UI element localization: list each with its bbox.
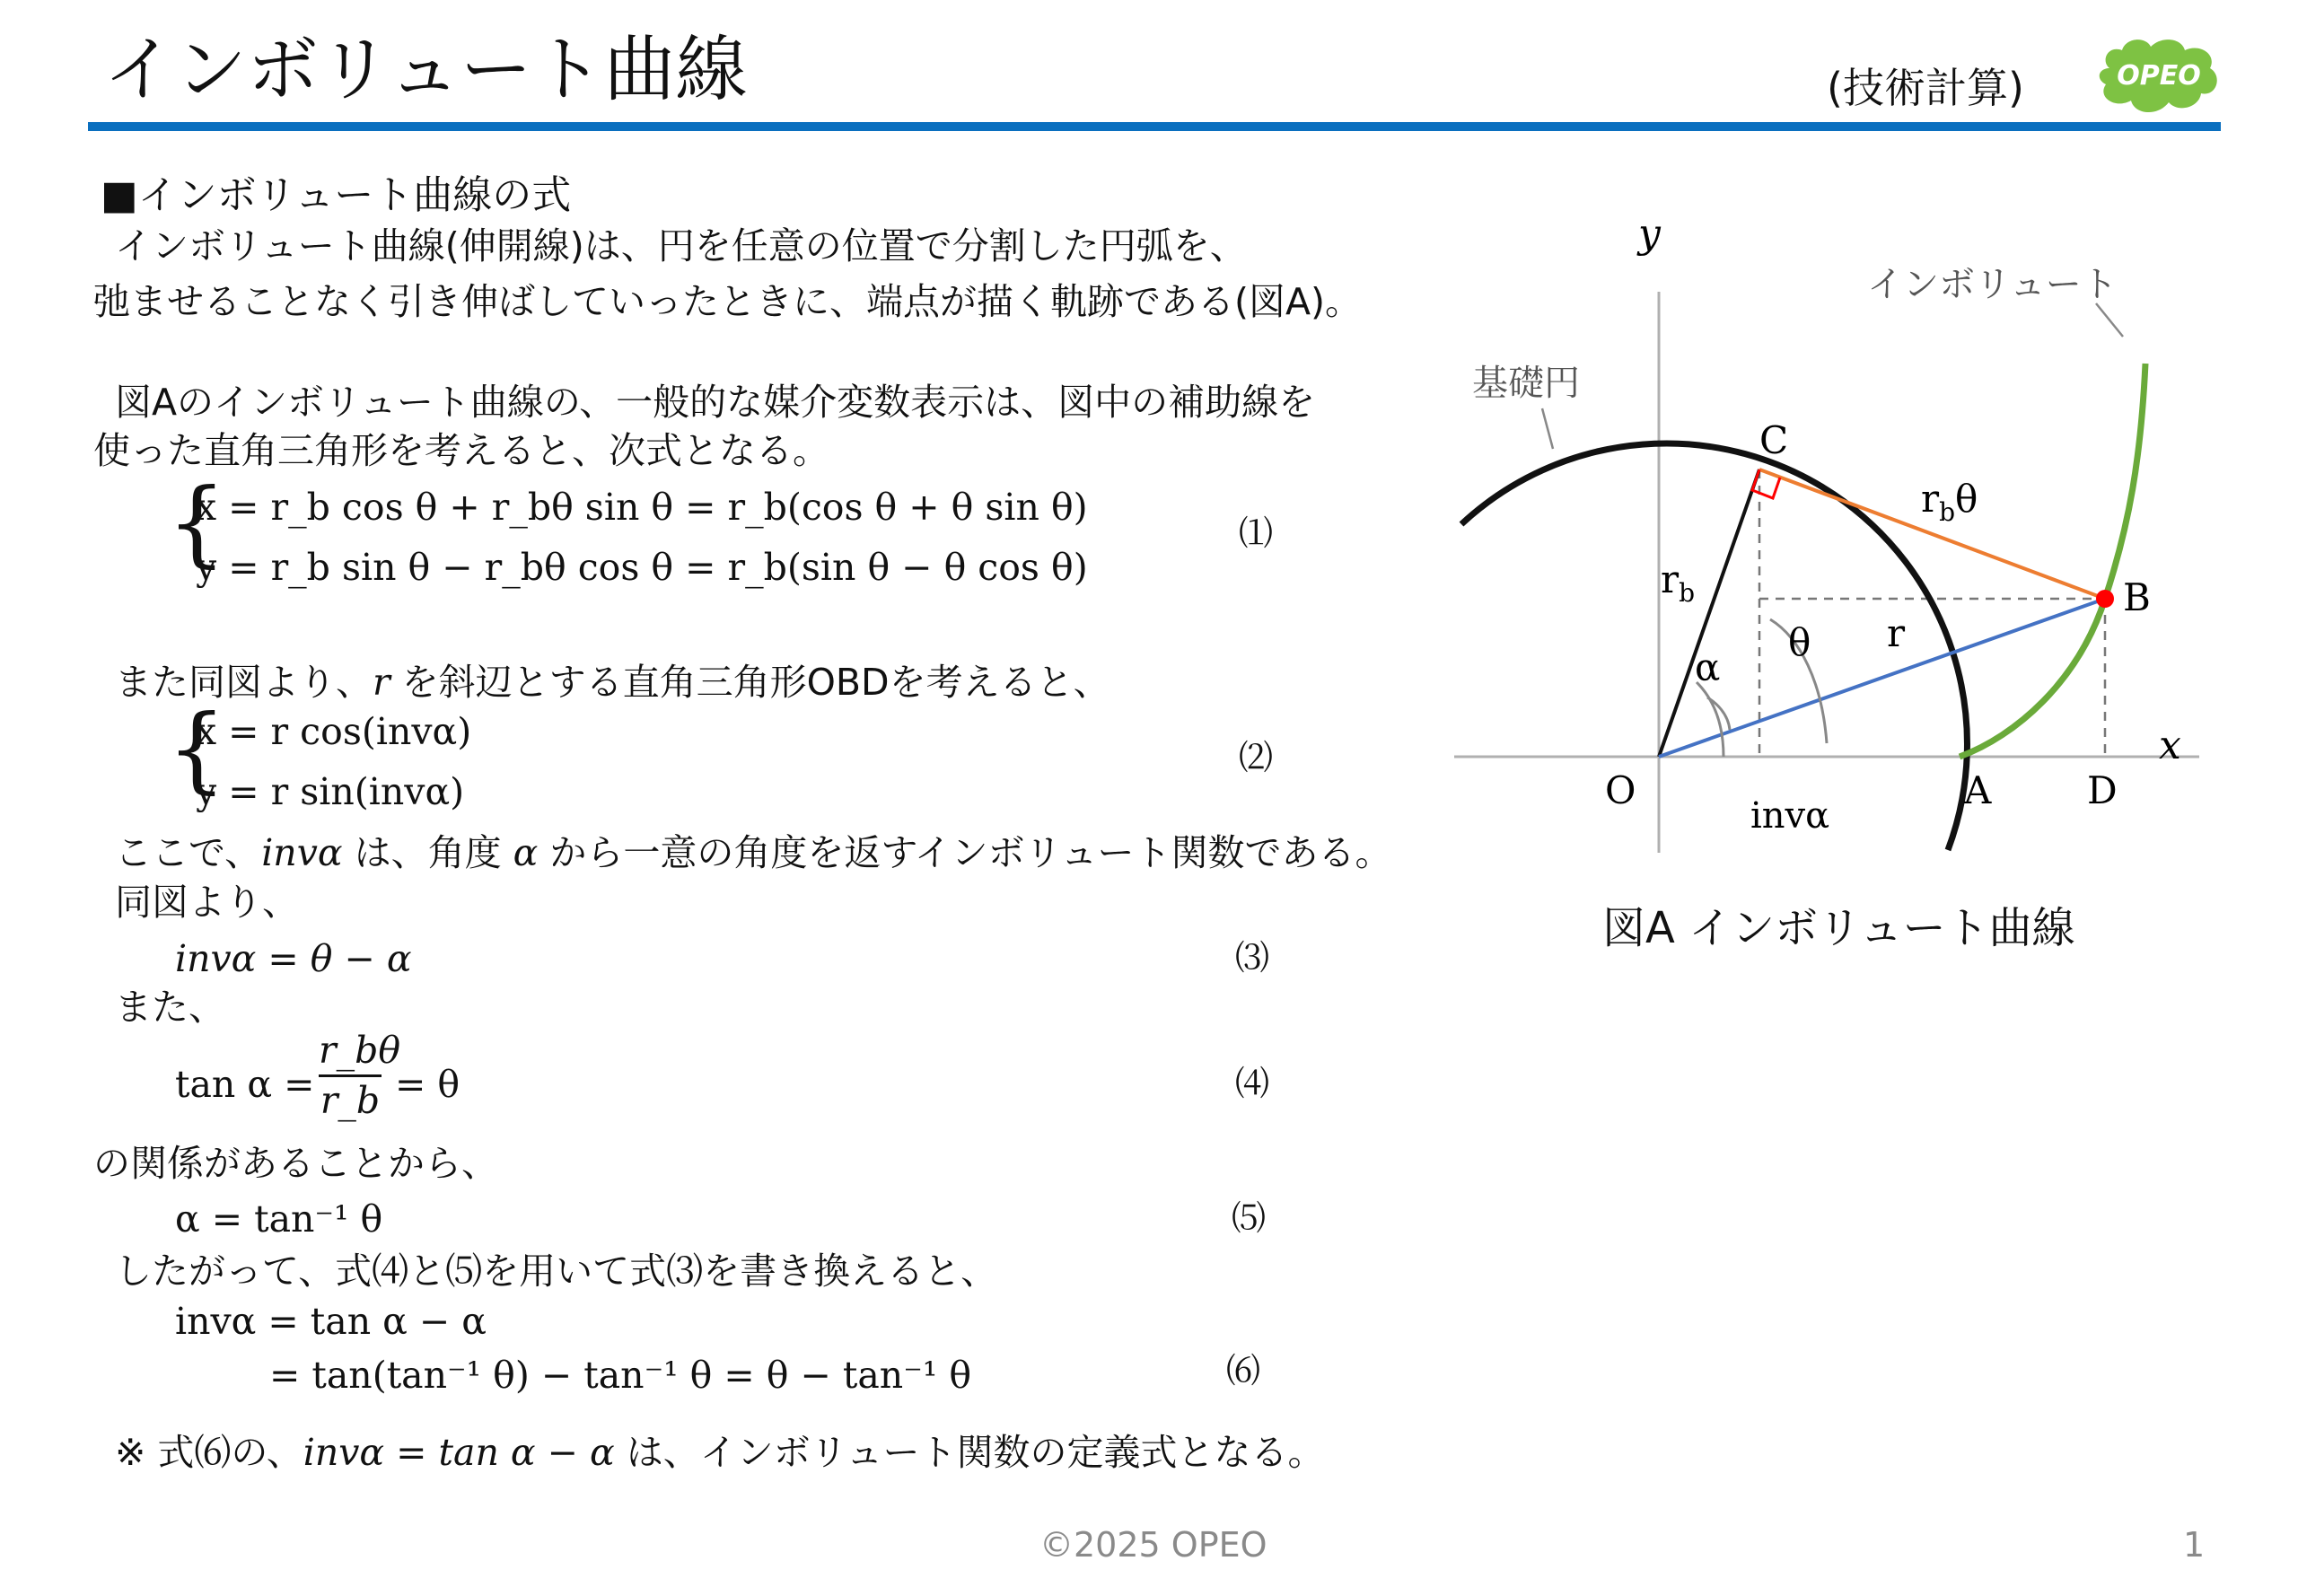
section-heading: ■インボリュート曲線の式 xyxy=(101,172,572,218)
header-rule xyxy=(88,122,2221,131)
rb-theta-label: $r_b\theta$ xyxy=(1921,477,1978,527)
equation-1-x: x = r_b cos θ + r_bθ sin θ = r_b(cos θ + θ sin θ) xyxy=(196,486,1088,529)
equation-6-line-1: invα = tan α − α xyxy=(175,1300,487,1343)
paragraph-2-line-2: 使った直角三角形を考えると、次式となる。 xyxy=(93,429,829,472)
equation-6-line-2: = tan(tan⁻¹ θ) − tan⁻¹ θ = θ − tan⁻¹ θ xyxy=(269,1354,972,1397)
page-category: (技術計算) xyxy=(1827,64,2024,112)
equation-4-fraction xyxy=(319,1029,401,1122)
equation-5: α = tan⁻¹ θ xyxy=(175,1197,383,1241)
alpha-label: α xyxy=(1695,645,1721,689)
paragraph-7: の関係があることから、 xyxy=(93,1142,498,1185)
equation-3-number: ⑶ xyxy=(1235,938,1270,978)
base-circle-label: 基礎円 xyxy=(1472,363,1580,404)
equation-4-number: ⑷ xyxy=(1235,1064,1270,1103)
equation-1-y: y = r_b sin θ − r_bθ cos θ = r_b(sin θ − θ cos θ) xyxy=(196,546,1088,589)
rb-line xyxy=(1659,469,1759,757)
r-label: r xyxy=(1887,611,1906,655)
axis-x-label: x xyxy=(2159,723,2181,768)
paragraph-2-line-1: 図Aのインボリュート曲線の、一般的な媒介変数表示は、図中の補助線を xyxy=(115,381,1316,424)
intro-line-2: 弛ませることなく引き伸ばしていったときに、端点が描く軌跡である(図A)。 xyxy=(93,280,1363,323)
point-a-label: A xyxy=(1964,768,1992,812)
r-line xyxy=(1659,599,2105,757)
paragraph-5: 同図より、 xyxy=(115,881,299,924)
equation-2-number: ⑵ xyxy=(1239,738,1274,777)
page-number: 1 xyxy=(2183,1525,2206,1565)
involute-label: インボリュート xyxy=(1867,264,2118,305)
rb-label: $r_b$ xyxy=(1661,557,1696,608)
equation-4-right: = θ xyxy=(395,1063,460,1106)
opeo-logo xyxy=(2092,34,2226,120)
point-b-label: B xyxy=(2123,575,2151,619)
equation-1-brace: { xyxy=(167,468,227,577)
point-d-label: D xyxy=(2087,768,2118,812)
paragraph-8: したがって、式⑷と⑸を用いて式⑶を書き換えると、 xyxy=(115,1250,998,1293)
paragraph-4: ここで、invα は、角度 α から一意の角度を返すインボリュート関数である。 xyxy=(115,831,1392,874)
involute-leader xyxy=(2096,303,2123,337)
equation-2-x: x = r cos(invα) xyxy=(196,710,472,753)
footer-copyright: ©2025 OPEO xyxy=(1039,1525,1267,1565)
point-o-label: O xyxy=(1605,768,1636,812)
equation-2-brace: { xyxy=(167,694,227,803)
equation-3: invα = θ − α xyxy=(175,937,412,980)
inv-angle-arc xyxy=(1697,682,1724,757)
fraction-bar xyxy=(319,1074,382,1077)
equation-4-numerator: r_bθ xyxy=(319,1029,401,1072)
involute-figure xyxy=(1454,215,2208,862)
equation-4-denominator: r_b xyxy=(320,1079,381,1122)
paragraph-3: また同図より、r を斜辺とする直角三角形OBDを考えると、 xyxy=(115,661,1110,704)
equation-6-number: ⑹ xyxy=(1226,1351,1261,1390)
figure-caption: 図A インボリュート曲線 xyxy=(1602,903,2075,953)
axis-y-label: y xyxy=(1638,215,1661,257)
involute-curve xyxy=(1960,364,2145,757)
paragraph-6: また、 xyxy=(115,986,225,1029)
logo-text: OPEO xyxy=(2117,60,2201,92)
equation-4-left: tan α = xyxy=(175,1063,315,1106)
point-c-label: C xyxy=(1759,418,1789,462)
inv-alpha-label: invα xyxy=(1750,795,1830,837)
intro-line-1: インボリュート曲線(伸開線)は、円を任意の位置で分割した円弧を、 xyxy=(115,224,1247,267)
point-b-marker xyxy=(2096,590,2114,608)
equation-5-number: ⑸ xyxy=(1232,1198,1267,1238)
note: ※ 式⑹の、invα = tan α − α は、インボリュート関数の定義式となる。 xyxy=(115,1431,1325,1474)
base-circle-leader xyxy=(1542,408,1553,449)
page-title: インボリュート曲線 xyxy=(103,28,748,111)
equation-2-y: y = r sin(invα) xyxy=(196,770,465,813)
equation-1-number: ⑴ xyxy=(1239,513,1274,553)
theta-label: θ xyxy=(1788,620,1811,664)
